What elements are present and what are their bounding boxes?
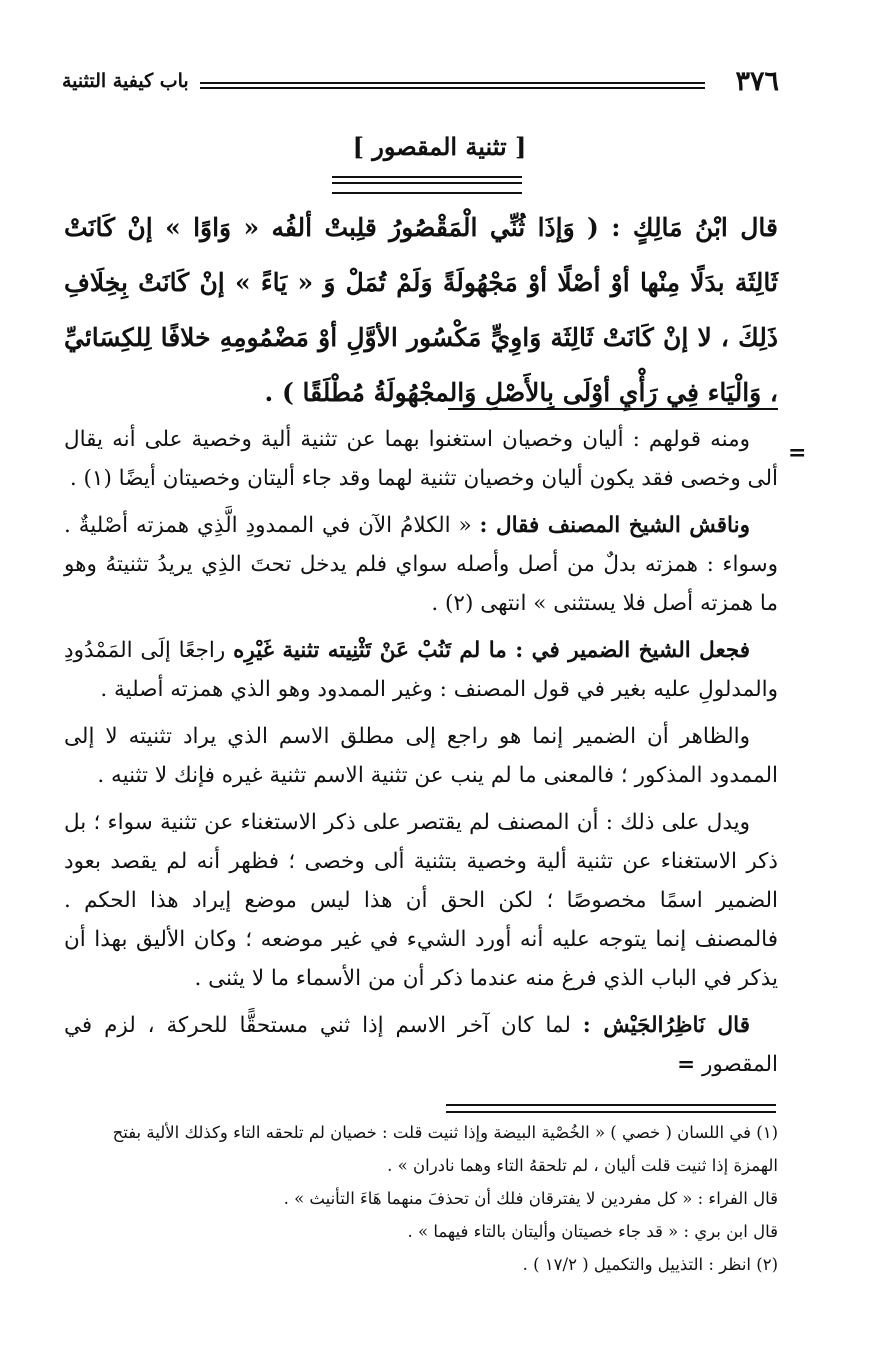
matn-separator: [448, 408, 778, 410]
matn-speaker: قال ابْنُ مَالِكٍ :: [611, 213, 778, 242]
commentary-paragraph: [64, 1006, 778, 1084]
footnote-line: قال الفراء : « كل مفردين لا يفترقان فلك أن تحذفَ منهما هَاءَ التأنيث » .: [283, 1189, 778, 1208]
commentary-paragraph: ومنه قولهم : أليان وخصيان استغنوا بهما عن تثنية ألية وخصية على أنه يقال ألى وخصى فقد يكون أليان وخصيان تثنية لهما وقد جاء أليتان وخصيتان أيضًا (١) .: [64, 427, 778, 491]
matn-text: [64, 200, 778, 420]
commentary-paragraph: [64, 631, 778, 709]
commentary-paragraph: ويدل على ذلك : أن المصنف لم يقتصر على ذكر الاستغناء عن تثنية سواء ؛ بل ذكر الاستغناء عن تثنية ألية وخصية بتثنية ألى وخصى ؛ فظهر أنه لم يقصد بعود الضمير اسمًا مخصوصًا ؛ لكن الحق أن هذا ليس موضع إيراد هذا الحكم . فالمصنف إنما يتوجه عليه أنه أورد الشيء في غير موضعه ؛ وكان الأليق بهذا أن يذكر في الباب الذي فرغ منه عندما ذكر أن من الأسماء ما لا يثنى .: [64, 810, 778, 991]
continuation-mark: =: [788, 440, 807, 466]
continuation-mark-end: =: [677, 1052, 696, 1077]
footnote-separator: [446, 1104, 776, 1113]
page-number: ٣٧٦: [735, 66, 779, 97]
footnote-line: (٢) انظر : التذييل والتكميل ( ١٧/٢ ) .: [522, 1255, 778, 1274]
paragraph-lead: فجعل الشيخ الضمير في : ما لم تَنُبْ عَنْ تَثْنِيته تثنية غَيْرِه: [233, 638, 750, 663]
matn-body: ( وَإذَا ثُنِّي الْمَقْصُورُ قلِبتْ ألفُه « وَاوًا » إنْ كَانَتْ ثَالِثَة بدَلًا مِنْها أوْ أصْلًا أوْ مَجْهُولَةً وَلَمْ تُمَلْ وَ « يَاءً » إنْ كَانَتْ بِخِلَافِ ذَلِكَ ، لا إنْ كَانَتْ ثَالِثَة وَاوِيٍّ مَكْسُور الأوَّلِ أوْ مَضْمُومِهِ خلافًا لِلكِسَائيِّ ، وَالْيَاء فِي رَأْيِ أوْلَى بِالأَصْلِ وَالمجْهُولَةُ مُطْلَقًا ) .: [64, 213, 778, 407]
paragraph-quote: « الكلامُ الآن في الممدودِ الَّذِي همزته أصْليةٌ .: [64, 513, 472, 538]
footnote-line: (١) في اللسان ( خصي ) « الخُصْية البيضة وإذا ثنيت قلت : خصيان لم تلحقه التاء وكذلك الألية بفتح: [112, 1123, 778, 1142]
paragraph-body: وسواء : همزته بدلٌ من أصل وأصله سواي فلم يدخل تحتَ الذِي يريدُ تثنيتهُ وهو ما همزته أصل فلا يستثنى » انتهى (٢) .: [64, 552, 778, 616]
section-title: [ تثنية المقصور ]: [352, 132, 527, 161]
commentary-paragraph: والظاهر أن الضمير إنما هو راجع إلى مطلق الاسم الذي يراد تثنيته لا إلى الممدود المذكور ؛ فالمعنى ما لم ينب عن تثنية الاسم تثنية غيره فإنك لا تثنيه .: [64, 724, 778, 788]
paragraph-lead: وناقش الشيخ المصنف فقال :: [479, 513, 750, 538]
footnote-line: الهمزة إذا ثنيت قلت أليان ، لم تلحقهُ التاء وهما نادران » .: [387, 1156, 778, 1175]
section-title-rule: [332, 176, 522, 194]
footnotes: [64, 1116, 778, 1281]
chapter-title: باب كيفية التثنية: [62, 70, 189, 92]
commentary: [64, 418, 778, 1092]
commentary-paragraph: [64, 506, 778, 623]
paragraph-quote: راجعًا إلَى المَمْدُودِ: [64, 638, 226, 663]
paragraph-body: والمدلولِ عليه بغير في قول المصنف : وغير الممدود وهو الذي همزته أصلية .: [100, 677, 778, 702]
paragraph-body: لما كان آخر الاسم إذا ثني مستحقًّا للحركة ، لزم في المقصور: [64, 1013, 778, 1077]
header-rule: [200, 82, 705, 89]
footnote-line: قال ابن بري : « قد جاء خصيتان وأليتان بالتاء فيهما » .: [407, 1222, 778, 1241]
commentary-speaker: قال نَاظِرُالجَيْش :: [582, 1013, 750, 1038]
running-header: [62, 66, 779, 106]
